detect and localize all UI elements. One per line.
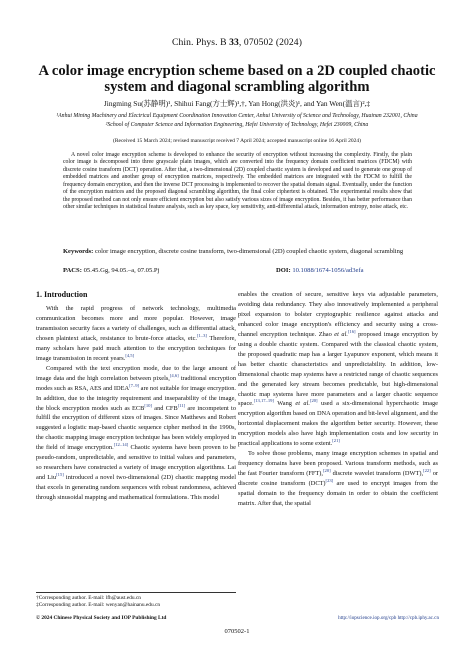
doi-link[interactable]: 10.1088/1674-1056/ad3efa — [292, 267, 364, 274]
affiliation-1: ¹Anhui Mining Machinery and Electrical Equipment Coordination Innovation Center, Anhui University of Science and Technology, Huainan 232001, China — [56, 113, 418, 119]
keywords-label: Keywords: — [63, 248, 94, 255]
text-run: Therefore, many scholars have paid much attention to the encryption techniques for image transmission in recent years. — [36, 334, 236, 362]
text-run: discrete wavelet transform (DWT), — [330, 470, 424, 478]
page-number: 070502-1 — [224, 628, 250, 635]
pacs-label: PACS: — [63, 267, 82, 274]
text-run: proposed image encryption by using a double chaotic system. Compared with the classical chaotic system, the proposed quadratic map has a larger Lyapunov exponent, which means it has better chaotic characteristics and unpredictability. In addition, low-dimensional chaotic map systems have a restricted range of chaotic sequences and the generated key stream becomes predictable, but high-dimensional chaotic map systems have more parameters and a larger chaotic sequence space. — [238, 330, 438, 408]
citation-link[interactable]: [23] — [325, 478, 334, 483]
citation-link[interactable]: [16] — [347, 328, 356, 334]
footnotes — [36, 592, 236, 609]
citation-link[interactable]: [12–14] — [113, 442, 129, 448]
doi-block — [276, 267, 436, 275]
text-run: are incompetent to fulfill the encryption of different sizes of images. Since Matthews and Robert suggested a logistic map-based chaotic sequence cipher method in the 1990s, the chaotic mapping image encryption technique has been widely employed in the field of image encryption. — [36, 404, 236, 452]
text-run: or discrete cosine transform (DCT) — [238, 470, 438, 488]
author-list: Jingming Su(苏静明)¹, Shihui Fang(方士辉)¹,†, Yan Hong(洪炎)¹, and Yan Wen(温言)²,‡ — [103, 99, 371, 108]
section-heading-introduction: 1. Introduction — [36, 290, 88, 299]
text-run: With the rapid progress of network technology, multimedia communication becomes more and more popular. However, image transmission security faces a variety of challenges, such as differential attack, chosen plaintext attack, resistance to brute-force attacks, etc. — [36, 305, 236, 342]
journal-year: (2024) — [275, 37, 302, 48]
citation-link[interactable]: [10] — [144, 402, 153, 408]
article-number: , 070502 — [238, 37, 274, 48]
citation-link[interactable]: [21] — [332, 438, 340, 444]
text-run: used a six-dimensional hyperchaotic image encryption algorithm based on DNA operation and bit-level alignment, and the horizontal displacement makes the algorithm better security. However, these encryption models also have high implementation costs and low security in practical applications to some extent. — [238, 400, 438, 448]
abstract: A novel color image encryption scheme is developed to enhance the security of encryption without increasing the complexity. Firstly, the plain color image is decomposed into three grayscale plain images, which are converted into the frequency domain coefficient matrices (FDCM) with discrete cosine transform (DCT) operation. After that, a two-dimensional (2D) coupled chaotic system is developed and used to generate one group of embedded matrices and another group of encryption matrices, respectively. The embedded matrices are integrated with the FDCM to fulfill the frequency domain encryption, and then the inverse DCT processing is implemented to recover the spatial domain signal. Eventually, under the function of the encryption matrices and the proposed diagonal scrambling algorithm, the final color ciphertext is obtained. The experimental results show that the proposed method can not only ensure efficient encryption but also satisfy various sizes of image encryption. Besides, it has better performance than other similar techniques in statistical feature analysis, such as key space, key sensitivity, anti-differential attack, information entropy, noise attack, etc. — [63, 152, 412, 211]
text-run: Compared with the text encryption mode, due to the large amount of image data and the high correlation between pixels, — [36, 364, 236, 382]
left-column — [36, 290, 236, 503]
journal-volume: 33 — [229, 37, 239, 48]
text-run: traditional encryption modes such as RSA, AES and IDEA — [36, 374, 236, 392]
intro-paragraph-1 — [36, 304, 236, 364]
text-run: Chaotic systems have been proven to be pseudo-random, unpredictable, and sensitive to initial values and parameters, so researchers have constructed a variety of image encryption algorithms. Lai and Liu — [36, 444, 236, 482]
text-run: enables the creation of secure, sensitive keys via adjustable parameters, avoiding data redundancy. They also innovatively implemented a peripheral pixel expansion to bolster cryptographic resilience against attacks and enhanced color image encryption's efficiency and security using a cross-channel encryption technique. Zhao — [238, 291, 438, 338]
citation-link[interactable]: [20] — [309, 398, 318, 404]
footnote-corresponding-1: †Corresponding author. E-mail: lfh@aust.edu.cn — [36, 595, 141, 601]
text-run: are used to encrypt images from the spatial domain to the frequency domain in order to obtain the coefficient matrix. After that, the spatial — [238, 480, 438, 508]
received-dates: (Received 15 March 2024; revised manuscript received 7 April 2024; accepted manuscript online 16 April 2024) — [113, 138, 361, 144]
footnote-corresponding-2: ‡Corresponding author. E-mail: wenyan@hainanu.edu.cn — [36, 601, 161, 608]
citation-link[interactable]: [11] — [177, 402, 186, 408]
paper-title: A color image encryption scheme based on a 2D coupled chaotic system and diagonal scrambling algorithm — [38, 63, 436, 95]
citation-link[interactable]: [1–3] — [196, 332, 207, 338]
citation-link[interactable]: [4,5] — [125, 352, 135, 358]
et-al: et al. — [295, 400, 310, 408]
pacs-codes: 05.45.Gg, 94.05.–a, 07.05.Pj — [83, 267, 160, 274]
text-run: Wang — [273, 400, 296, 408]
citation-link[interactable]: [22] — [423, 468, 431, 474]
text-run: are not suitable for image encryption. In addition, due to the integrity requirement and inseparability of the image, the block encryption modes such as ECB — [36, 384, 236, 412]
pacs-block — [63, 267, 223, 275]
journal-url-link[interactable]: http://iopscience.iop.org/cpb http://cpb.iphy.ac.cn — [338, 615, 439, 621]
intro-paragraph-3 — [238, 290, 438, 449]
citation-link[interactable]: [4,6] — [169, 372, 179, 378]
citation-link[interactable]: [13,17–19] — [253, 398, 274, 404]
citation-link[interactable]: [15] — [56, 472, 64, 478]
text-run: and CFB — [152, 404, 178, 412]
text-run: To solve those problems, many image encryption schemes in spatial and frequency domains have been proposed. Various transform methods, such as the fast Fourier transform (FFT), — [238, 450, 438, 478]
intro-paragraph-4 — [238, 449, 438, 509]
doi-label: DOI: — [276, 267, 291, 274]
running-header — [0, 37, 474, 48]
et-al: et al. — [334, 330, 348, 338]
citation-link[interactable]: [20] — [323, 468, 331, 474]
affiliation-2: ²School of Computer Science and Information Engineering, Hefei University of Technology, Hefei 230009, China — [105, 122, 369, 128]
journal-urls — [303, 615, 439, 621]
keywords-text: color image encryption, discrete cosine transform, two-dimensional (2D) coupled chaotic system, diagonal scrambling — [94, 248, 404, 255]
right-column — [238, 290, 438, 509]
keywords-block — [63, 248, 412, 257]
intro-paragraph-2 — [36, 364, 236, 503]
journal-name: Chin. Phys. B — [172, 37, 227, 48]
copyright-notice: © 2024 Chinese Physical Society and IOP Publishing Ltd — [36, 615, 167, 621]
text-run: introduced a novel two-dimensional (2D) chaotic mapping model that excels in generating random sequences with robust randomness, achieved through sinusoidal mapping and mathematical formulations. This model — [36, 474, 236, 502]
citation-link[interactable]: [7–9] — [129, 382, 140, 388]
